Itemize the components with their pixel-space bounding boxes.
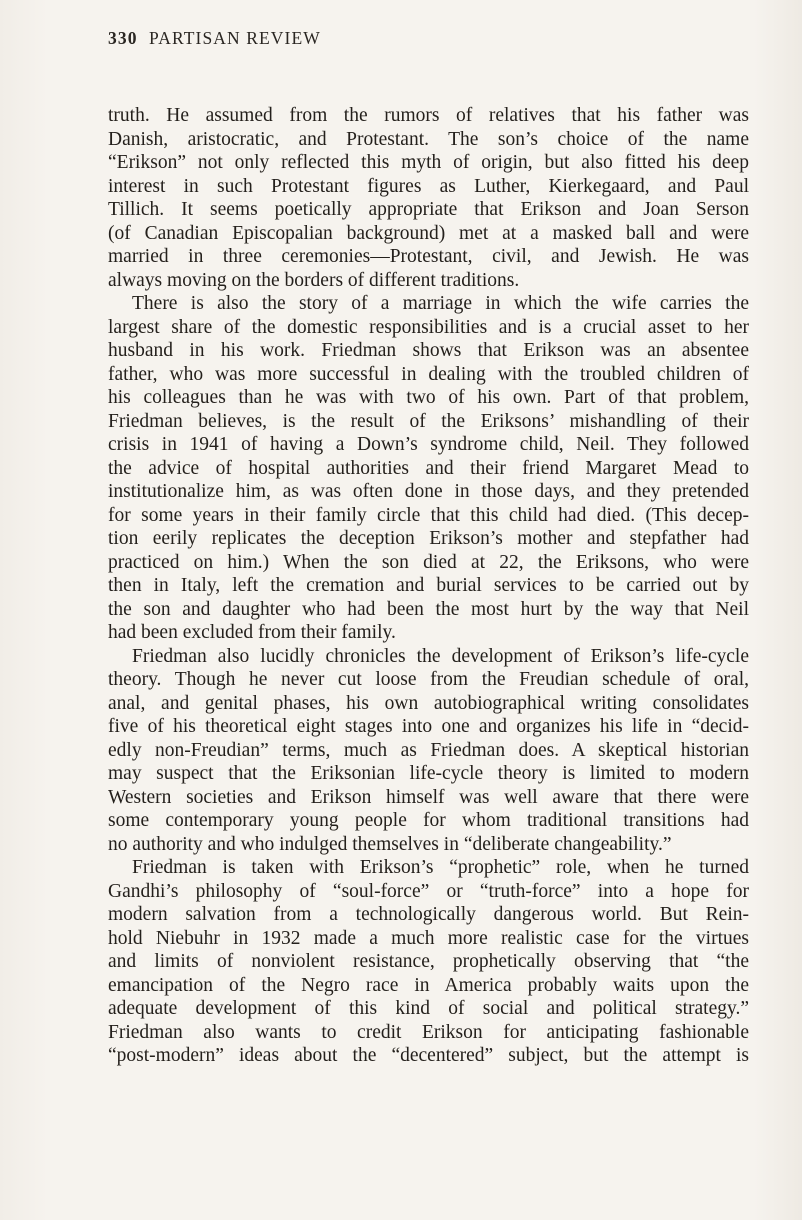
text-line: for some years in their family circle that this child had died. (This decep-: [108, 504, 749, 526]
text-line: Friedman also lucidly chronicles the development of Erikson’s life-cycle: [132, 645, 749, 667]
text-line: There is also the story of a marriage in which the wife carries the: [132, 293, 749, 314]
text-line: modern salvation from a technologically dangerous world. But Rein-: [108, 904, 749, 925]
text-line: the son and daughter who had been the most hurt by the way that Neil: [108, 598, 749, 620]
text-line: husband in his work. Friedman shows that Erikson was an absentee: [108, 340, 749, 361]
text-line: always moving on the borders of different traditions.: [108, 269, 520, 291]
text-line: and limits of nonviolent resistance, prophetically observing that “the: [108, 951, 749, 972]
text-line: theory. Though he never cut loose from the Freudian schedule of oral,: [108, 669, 749, 690]
page-number: 330: [108, 28, 138, 48]
text-line: no authority and who indulged themselves in “deliberate changeability.”: [108, 833, 672, 855]
text-line: institutionalize him, as was often done in those days, and they pretended: [108, 481, 749, 502]
text-line: emancipation of the Negro race in America probably waits upon the: [108, 974, 749, 996]
text-line: some contemporary young people for whom traditional transitions had: [108, 810, 749, 831]
text-line: “post-modern” ideas about the “decentered” subject, but the attempt is: [108, 1045, 749, 1066]
text-line: adequate development of this kind of social and political strategy.”: [108, 998, 749, 1019]
text-line: largest share of the domestic responsibilities and is a crucial asset to her: [108, 316, 749, 338]
text-line: Gandhi’s philosophy of “soul-force” or “truth-force” into a hope for: [108, 880, 749, 902]
text-line: anal, and genital phases, his own autobiographical writing consolidates: [108, 692, 749, 714]
text-line: father, who was more successful in dealing with the troubled children of: [108, 363, 749, 385]
text-line: Western societies and Erikson himself was well aware that there were: [108, 786, 749, 808]
journal-title: PARTISAN REVIEW: [149, 28, 321, 48]
body-text: [108, 104, 749, 1068]
text-line: interest in such Protestant figures as Luther, Kierkegaard, and Paul: [108, 175, 749, 197]
text-line: (of Canadian Episcopalian background) met at a masked ball and were: [108, 222, 749, 244]
text-line: five of his theoretical eight stages into one and organizes his life in “decid-: [108, 716, 749, 737]
text-line: truth. He assumed from the rumors of relatives that his father was: [108, 105, 749, 126]
text-line: “Erikson” not only reflected this myth of origin, but also fitted his deep: [108, 152, 749, 173]
text-line: crisis in 1941 of having a Down’s syndrome child, Neil. They followed: [108, 434, 749, 455]
text-line: then in Italy, left the cremation and burial services to be carried out by: [108, 575, 749, 596]
text-line: Tillich. It seems poetically appropriate that Erikson and Joan Serson: [108, 199, 749, 220]
text-line: may suspect that the Eriksonian life-cycle theory is limited to modern: [108, 763, 749, 784]
text-line: Friedman also wants to credit Erikson for anticipating fashionable: [108, 1021, 749, 1043]
text-line: practiced on him.) When the son died at 22, the Eriksons, who were: [108, 551, 749, 573]
running-head: [108, 28, 321, 49]
text-line: the advice of hospital authorities and their friend Margaret Mead to: [108, 457, 749, 479]
text-line: edly non-Freudian” terms, much as Friedman does. A skeptical historian: [108, 739, 749, 761]
text-line: hold Niebuhr in 1932 made a much more realistic case for the virtues: [108, 927, 749, 949]
text-line: his colleagues than he was with two of his own. Part of that problem,: [108, 387, 749, 408]
text-line: Friedman believes, is the result of the Eriksons’ mishandling of their: [108, 410, 749, 432]
text-line: Danish, aristocratic, and Protestant. The son’s choice of the name: [108, 128, 749, 150]
text-line: tion eerily replicates the deception Erikson’s mother and stepfather had: [108, 528, 749, 549]
text-line: married in three ceremonies—Protestant, civil, and Jewish. He was: [108, 246, 749, 267]
text-line: Friedman is taken with Erikson’s “prophetic” role, when he turned: [132, 857, 749, 878]
text-line: had been excluded from their family.: [108, 622, 396, 643]
